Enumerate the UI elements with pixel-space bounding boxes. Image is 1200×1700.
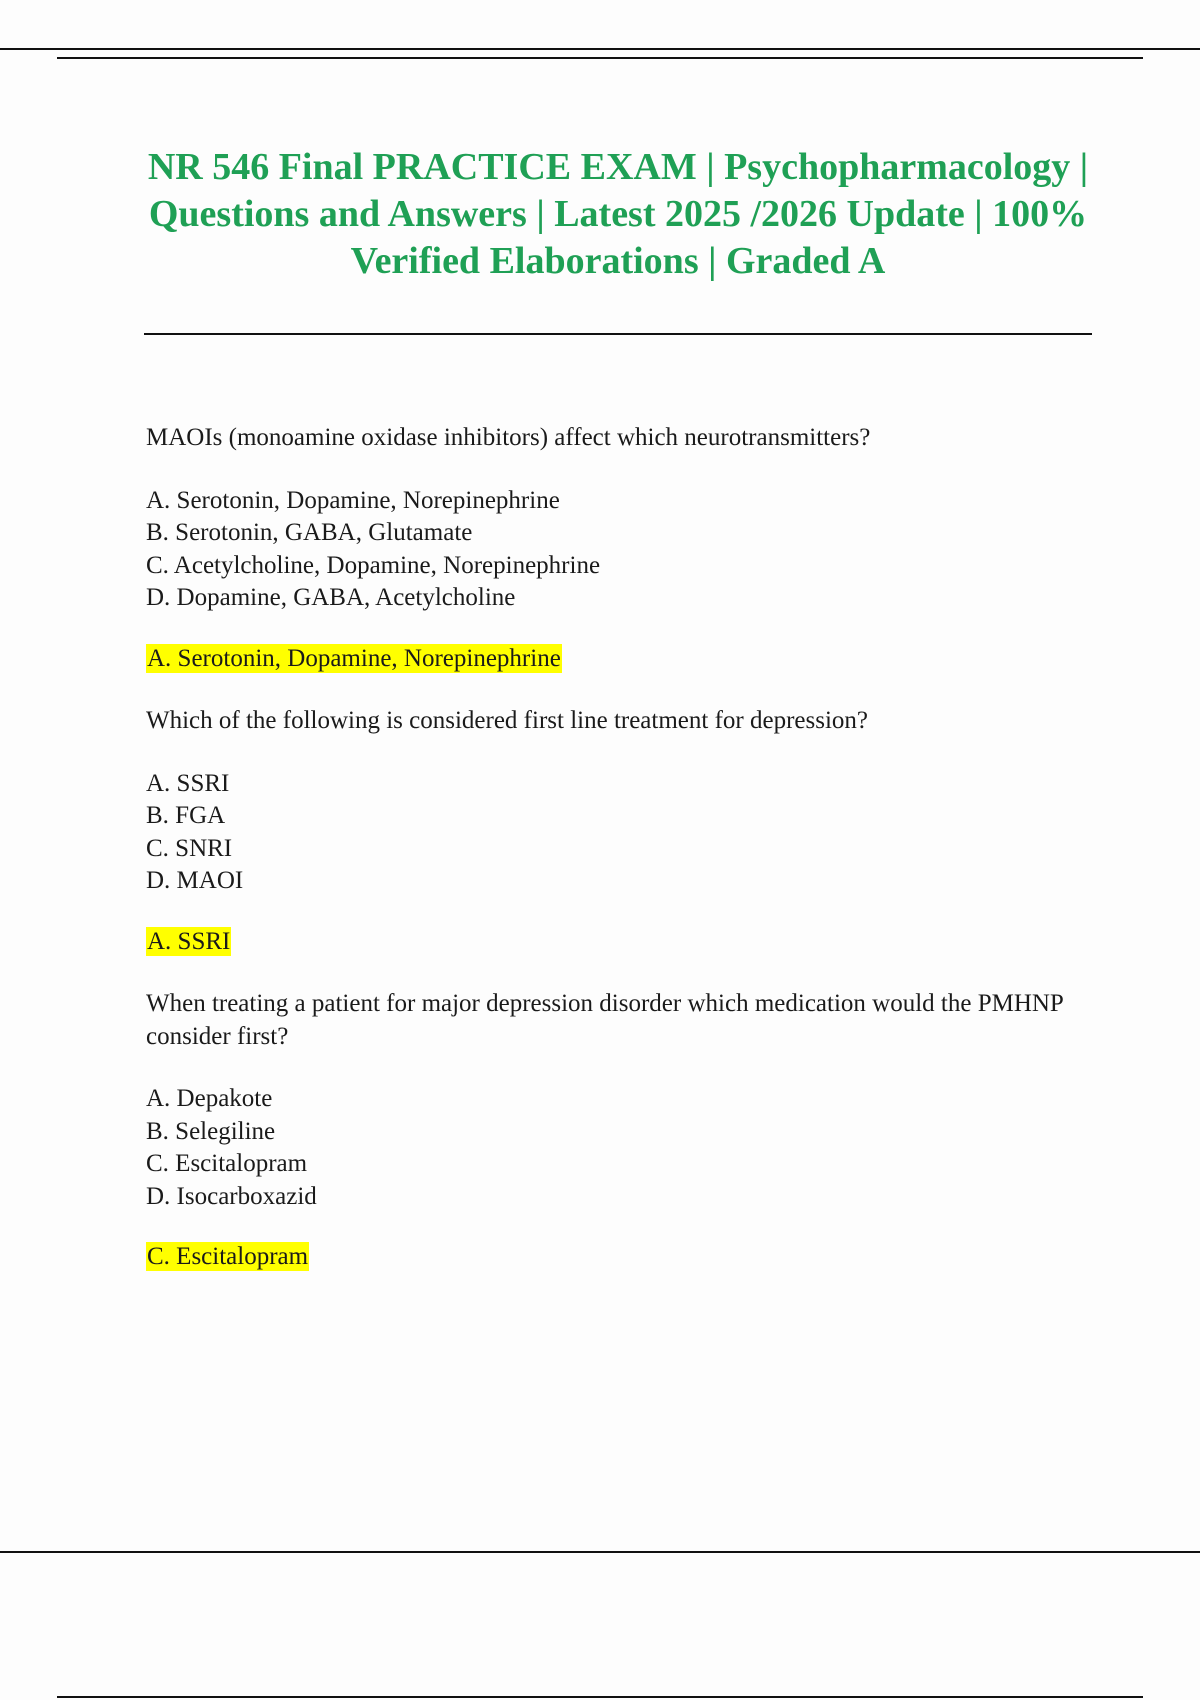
question-block-2 <box>146 705 1086 958</box>
answer-highlight <box>146 1241 1086 1274</box>
question-block-3 <box>146 988 1086 1274</box>
header-rule-outer <box>0 48 1200 50</box>
option-item: B. Selegiline <box>146 1117 276 1145</box>
options-list <box>146 1083 1086 1213</box>
footer-rule-inner <box>57 1696 1143 1698</box>
title-underline <box>144 333 1092 335</box>
answer-text: A. Serotonin, Dopamine, Norepinephrine <box>147 644 561 672</box>
option-item: C. SNRI <box>146 834 233 862</box>
option-item: D. Isocarboxazid <box>146 1182 317 1210</box>
header-rule-inner <box>57 57 1143 59</box>
option-item: D. Dopamine, GABA, Acetylcholine <box>146 584 516 611</box>
option-item: B. FGA <box>146 802 226 829</box>
question-text: When treating a patient for major depression disorder which medication would the PMHNP consider first? <box>146 990 1063 1050</box>
option-item: D. MAOI <box>146 867 244 894</box>
option-item: B. Serotonin, GABA, Glutamate <box>146 519 473 546</box>
option-item: A. Serotonin, Dopamine, Norepinephrine <box>146 486 560 514</box>
question-block-1 <box>146 422 1086 675</box>
question-text: Which of the following is considered first line treatment for depression? <box>146 707 869 734</box>
option-item: A. SSRI <box>146 769 230 797</box>
footer-rule-outer <box>0 1551 1200 1553</box>
option-item: A. Depakote <box>146 1085 273 1112</box>
option-item: C. Acetylcholine, Dopamine, Norepinephrine <box>146 551 601 579</box>
answer-highlight <box>146 926 1086 959</box>
option-item: C. Escitalopram <box>146 1150 308 1177</box>
questions-section <box>146 422 1086 1304</box>
answer-text: C. Escitalopram <box>147 1243 309 1270</box>
question-text: MAOIs (monoamine oxidase inhibitors) affect which neurotransmitters? <box>146 424 871 451</box>
document-title: NR 546 Final PRACTICE EXAM | Psychopharmacology | Questions and Answers | Latest 2025 /2026 Update | 100% Verified Elaborations | Graded A <box>147 146 1089 282</box>
answer-text: A. SSRI <box>147 927 231 955</box>
answer-highlight <box>146 643 1086 676</box>
options-list <box>146 768 1086 898</box>
options-list <box>146 485 1086 615</box>
